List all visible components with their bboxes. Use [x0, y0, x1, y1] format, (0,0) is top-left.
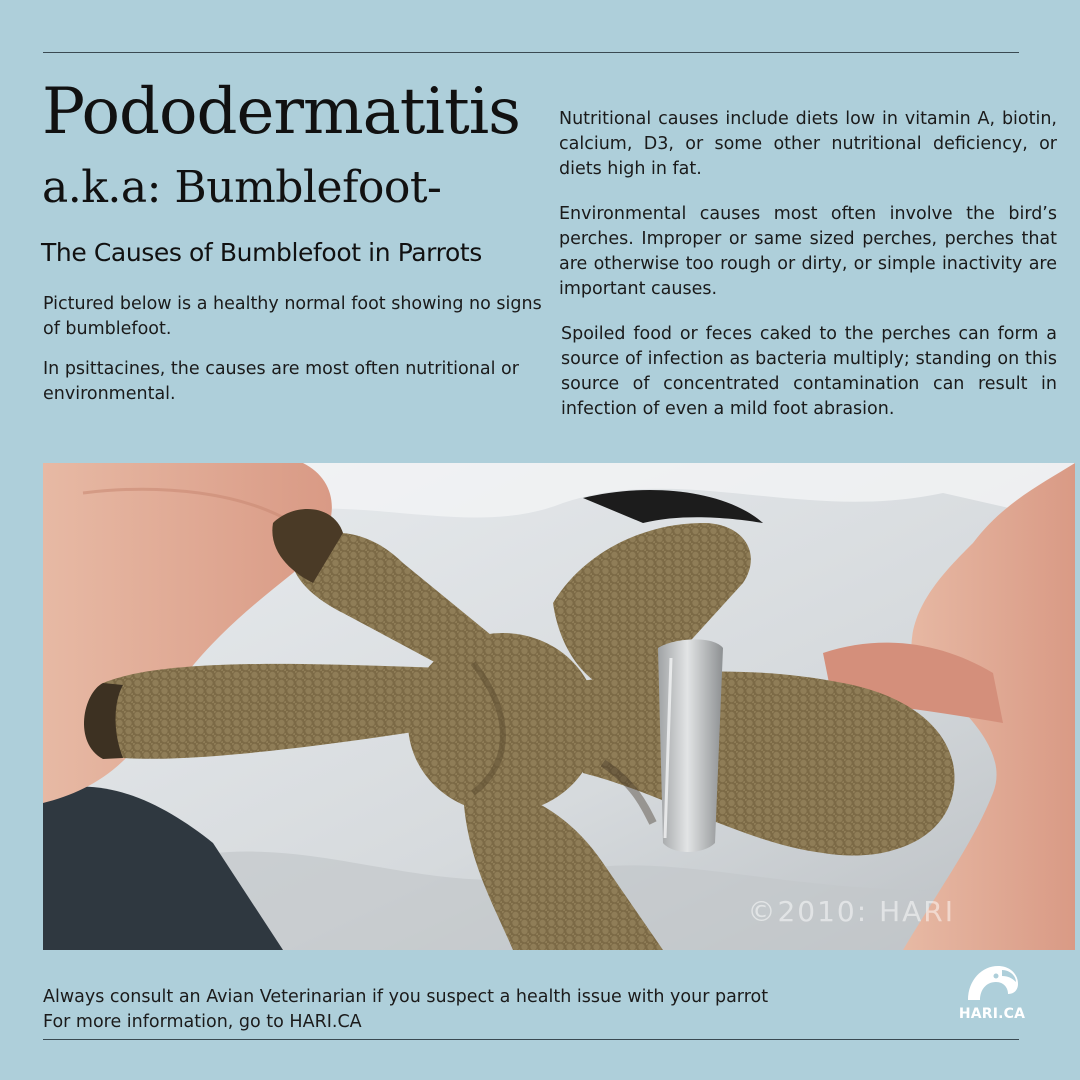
paragraph-causes-intro: In psittacines, the causes are most often nutritional or environmental.: [43, 359, 519, 404]
bottom-divider: [43, 1039, 1019, 1040]
footer-more-info: For more information, go to HARI.CA: [43, 1012, 362, 1032]
paragraph-environmental: Environmental causes most often involve the bird’s perches. Improper or same sized perches, perches that are otherwise too rough or dirty, or simple inactivity are important causes.: [559, 204, 1057, 299]
page-subtitle: a.k.a: Bumblefoot-: [42, 162, 442, 213]
left-column: [43, 292, 543, 422]
paragraph-nutritional: Nutritional causes include diets low in vitamin A, biotin, calcium, D3, or some other nutritional deficiency, or diets high in fat.: [559, 109, 1057, 179]
top-divider: [43, 52, 1019, 53]
photo-watermark: ©2010: HARI: [747, 895, 955, 928]
section-heading: The Causes of Bumblefoot in Parrots: [41, 238, 482, 267]
logo-text: HARI.CA: [958, 1006, 1026, 1022]
paragraph-healthy-foot: Pictured below is a healthy normal foot showing no signs of bumblefoot.: [43, 294, 542, 339]
paragraph-infection: Spoiled food or feces caked to the perches can form a source of infection as bacteria multiply; standing on this source of concentrated contamination can result in infection of even a mild foot abrasion.: [561, 324, 1057, 419]
footer: [43, 985, 923, 1035]
footer-disclaimer: Always consult an Avian Veterinarian if you suspect a health issue with your parrot: [43, 987, 769, 1007]
right-column: [559, 107, 1057, 442]
parrot-foot-photo: [43, 463, 1075, 950]
parrot-head-icon: [962, 960, 1022, 1004]
hari-logo: [952, 960, 1032, 1030]
page-title: Pododermatitis: [42, 75, 520, 149]
